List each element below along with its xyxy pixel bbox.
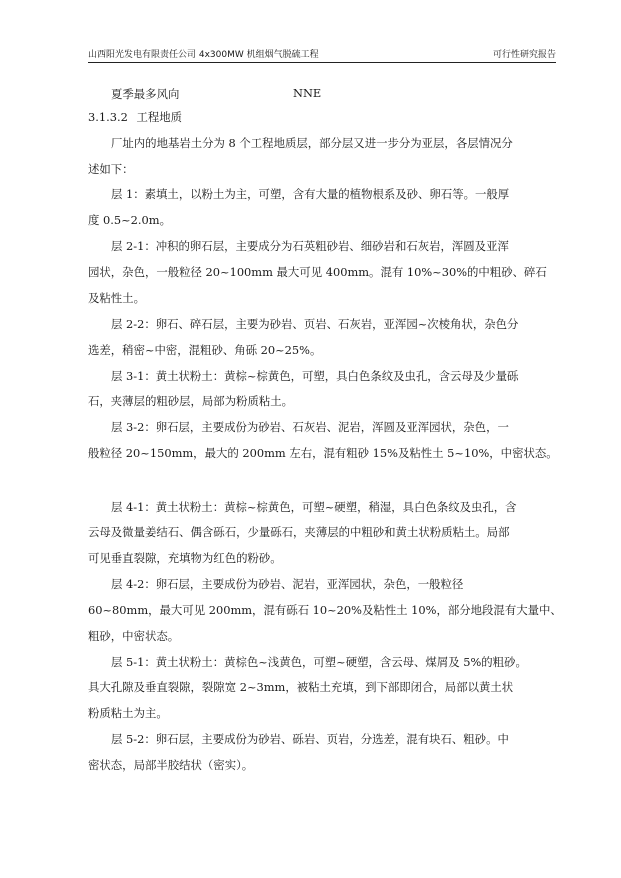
paragraph-line: 层 2-1：冲积的卵石层，主要成分为石英粗砂岩、细砂岩和石灰岩，浑圆及亚浑 [111, 239, 509, 253]
paragraph-line: 层 2-2：卵石、碎石层，主要为砂岩、页岩、石灰岩，亚浑园~次棱角状，杂色分 [111, 317, 519, 331]
paragraph-line: 层 5-2：卵石层，主要成份为砂岩、砾岩、页岩，分选差，混有块石、粗砂。中 [111, 732, 509, 746]
paragraph-line: 园状，杂色，一般粒径 20~100mm 最大可见 400mm。混有 10%~30%的中粗砂、碎石 [88, 265, 547, 279]
paragraph-line: 可见垂直裂隙，充填物为红色的粉砂。 [88, 551, 282, 565]
wind-direction-row [111, 86, 322, 102]
paragraph-line: 层 5-1：黄土状粉土：黄棕色~浅黄色，可塑~硬塑，含云母、煤屑及 5%的粗砂。 [111, 655, 527, 669]
paragraph-line: 云母及微量姜结石、偶含砾石，少量砾石，夹薄层的中粗砂和黄土状粉质粘土。局部 [88, 525, 510, 539]
paragraph-line: 述如下： [88, 162, 134, 176]
section-title: 工程地质 [136, 110, 183, 124]
paragraph-line: 层 3-1：黄土状粉土：黄棕~棕黄色，可塑，具白色条纹及虫孔，含云母及少量砾 [111, 369, 519, 383]
paragraph-line: 石，夹薄层的粗砂层，局部为粉质粘土。 [88, 394, 294, 408]
paragraph-line: 选差，稍密~中密，混粗砂、角砾 20~25%。 [88, 343, 322, 357]
paragraph-line: 60~80mm，最大可见 200mm，混有砾石 10~20%及粘性土 10%，部分地段混有大量中、 [88, 603, 562, 617]
paragraph-line: 层 4-1：黄土状粉土：黄棕~棕黄色，可塑~硬塑，稍湿，具白色条纹及虫孔，含 [111, 500, 517, 514]
paragraph-line: 密状态，局部半胶结状（密实）。 [88, 758, 254, 772]
paragraph-line: 及粘性土。 [88, 291, 145, 305]
paragraph-line: 层 1：素填土，以粉土为主，可塑，含有大量的植物根系及砂、卵石等。一般厚 [111, 187, 510, 201]
paragraph-line: 粗砂，中密状态。 [88, 629, 180, 643]
header-report-type: 可行性研究报告 [492, 50, 556, 60]
paragraph-line: 层 4-2：卵石层，主要成份为砂岩、泥岩，亚浑园状，杂色，一般粒径 [111, 577, 464, 591]
paragraph-line: 层 3-2：卵石层，主要成份为砂岩、石灰岩、泥岩，浑圆及亚浑园状，杂色，一 [111, 420, 509, 434]
wind-direction-value: NNE [293, 86, 322, 100]
header-project-title: 山西阳光发电有限责任公司 4x300MW 机组烟气脱硫工程 [88, 50, 319, 60]
paragraph-line: 具大孔隙及垂直裂隙，裂隙宽 2~3mm，被粘土充填，到下部即闭合，局部以黄土状 [88, 680, 514, 694]
page-header [88, 44, 556, 63]
paragraph-line: 厂址内的地基岩土分为 8 个工程地质层，部分层又进一步分为亚层，各层情况分 [111, 136, 513, 150]
wind-direction-label: 夏季最多风向 [111, 87, 180, 101]
paragraph-line: 度 0.5~2.0m。 [88, 213, 171, 227]
section-heading [88, 109, 182, 125]
paragraph-line: 般粒径 20~150mm，最大的 200mm 左右，混有粗砂 15%及粘性土 5~10%，中密状态。 [88, 446, 558, 460]
section-number: 3.1.3.2 [88, 110, 128, 124]
paragraph-line: 粉质粘土为主。 [88, 706, 168, 720]
